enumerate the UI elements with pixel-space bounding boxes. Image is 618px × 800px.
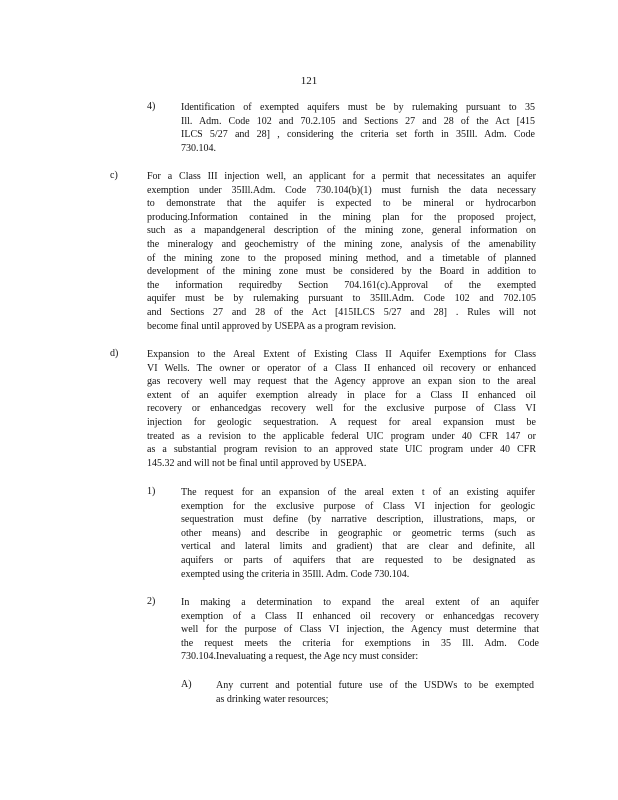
- text-line: recovery or enhancedgas recovery well for the exclusive purpose of Class VI: [147, 403, 536, 415]
- text-line: In making a determination to expand the areal extent of an aquifer: [181, 597, 539, 608]
- text-line: and Sections 27 and 28 of the Act [415ILCS 5/27 and 28] . Rules will not: [147, 306, 536, 318]
- text-line: to demonstrate that the aquifer is expected to be mineral or hydrocarbon: [147, 198, 536, 210]
- text-line: as drinking water resources;: [216, 693, 329, 705]
- text-line: as a substantial program revision to an approved state UIC program under 40 CFR: [147, 444, 536, 456]
- text-line: exemption for the exclusive purpose of Class VI injection for geologic: [181, 500, 535, 512]
- para-c-text: [147, 170, 536, 333]
- item-A-label: A): [181, 679, 192, 690]
- text-line: well for the purpose of Class VI injection, the Agency must determine that: [181, 624, 539, 636]
- text-line: For a Class III injection well, an applicant for a permit that necessitates an aquifer: [147, 171, 536, 182]
- item-4-text: [181, 101, 535, 155]
- text-line: The request for an expansion of the areal exten t of an existing aquifer: [181, 487, 535, 498]
- text-line: become final until approved by USEPA as a program revision.: [147, 320, 397, 332]
- text-line: Ill. Adm. Code 102 and 70.2.105 and Sections 27 and 28 of the Act [415: [181, 115, 535, 127]
- text-line: 730.104.: [181, 142, 216, 154]
- item-4-label: 4): [147, 101, 156, 112]
- text-line: VI Wells. The owner or operator of a Class II enhanced oil recovery or enhanced: [147, 362, 536, 374]
- para-c-label: c): [110, 170, 118, 181]
- text-line: vertical and lateral limits and gradient) that are clear and definite, all: [181, 541, 535, 553]
- text-line: extent of an aquifer exemption already in place for a Class II enhanced oil: [147, 389, 536, 401]
- text-line: Expansion to the Areal Extent of Existing Class II Aquifer Exemptions for Class: [147, 349, 536, 360]
- text-line: development of the mining zone must be considered by the Board in addition to: [147, 266, 536, 278]
- text-line: injection for geologic sequestration. A request for areal expansion must be: [147, 416, 536, 428]
- text-line: Identification of exempted aquifers must be by rulemaking pursuant to 35: [181, 102, 535, 113]
- text-line: the request meets the criteria for exemptions in 35 Ill. Adm. Code: [181, 637, 539, 649]
- text-line: the information requiredby Section 704.161(c).Approval of the exempted: [147, 279, 536, 291]
- text-line: exemption under 35Ill.Adm. Code 730.104(b)(1) must furnish the data necessary: [147, 184, 536, 196]
- text-line: producing.Information contained in the mining plan for the proposed project,: [147, 211, 536, 223]
- item-A-text: [216, 679, 534, 706]
- text-line: 730.104.Inevaluating a request, the Age ncy must consider:: [181, 651, 419, 663]
- text-line: the mineralogy and geochemistry of the mining zone, analysis of the amenability: [147, 238, 536, 250]
- text-line: aquifer must be by rulemaking pursuant to 35Ill.Adm. Code 102 and 702.105: [147, 293, 536, 305]
- text-line: treated as a revision to the applicable federal UIC program under 40 CFR 147 or: [147, 430, 536, 442]
- text-line: of the mining zone to the proposed mining method, and a timetable of planned: [147, 252, 536, 264]
- text-line: aquifers or parts of aquifers that are requested to be designated as: [181, 554, 535, 566]
- page-number: 121: [300, 75, 318, 87]
- para-d-text: [147, 348, 536, 470]
- item-2-text: [181, 596, 539, 664]
- text-line: Any current and potential future use of the USDWs to be exempted: [216, 680, 534, 691]
- text-line: exempted using the criteria in 35Ill. Adm. Code 730.104.: [181, 568, 410, 580]
- text-line: sequestration must define (by narrative description, illustrations, maps, or: [181, 514, 535, 526]
- text-line: ILCS 5/27 and 28] , considering the criteria set forth in 35Ill. Adm. Code: [181, 129, 535, 141]
- text-line: such as a mapandgeneral description of the mining zone, general information on: [147, 225, 536, 237]
- text-line: gas recovery well may request that the Agency approve an expan sion to the areal: [147, 376, 536, 388]
- text-line: exemption of a Class II enhanced oil recovery or enhancedgas recovery: [181, 610, 539, 622]
- item-1-label: 1): [147, 486, 156, 497]
- item-1-text: [181, 486, 535, 581]
- para-d-label: d): [110, 348, 119, 359]
- text-line: other means) and describe in geographic or geometric terms (such as: [181, 527, 535, 539]
- text-line: 145.32 and will not be final until approved by USEPA.: [147, 457, 367, 469]
- item-2-label: 2): [147, 596, 156, 607]
